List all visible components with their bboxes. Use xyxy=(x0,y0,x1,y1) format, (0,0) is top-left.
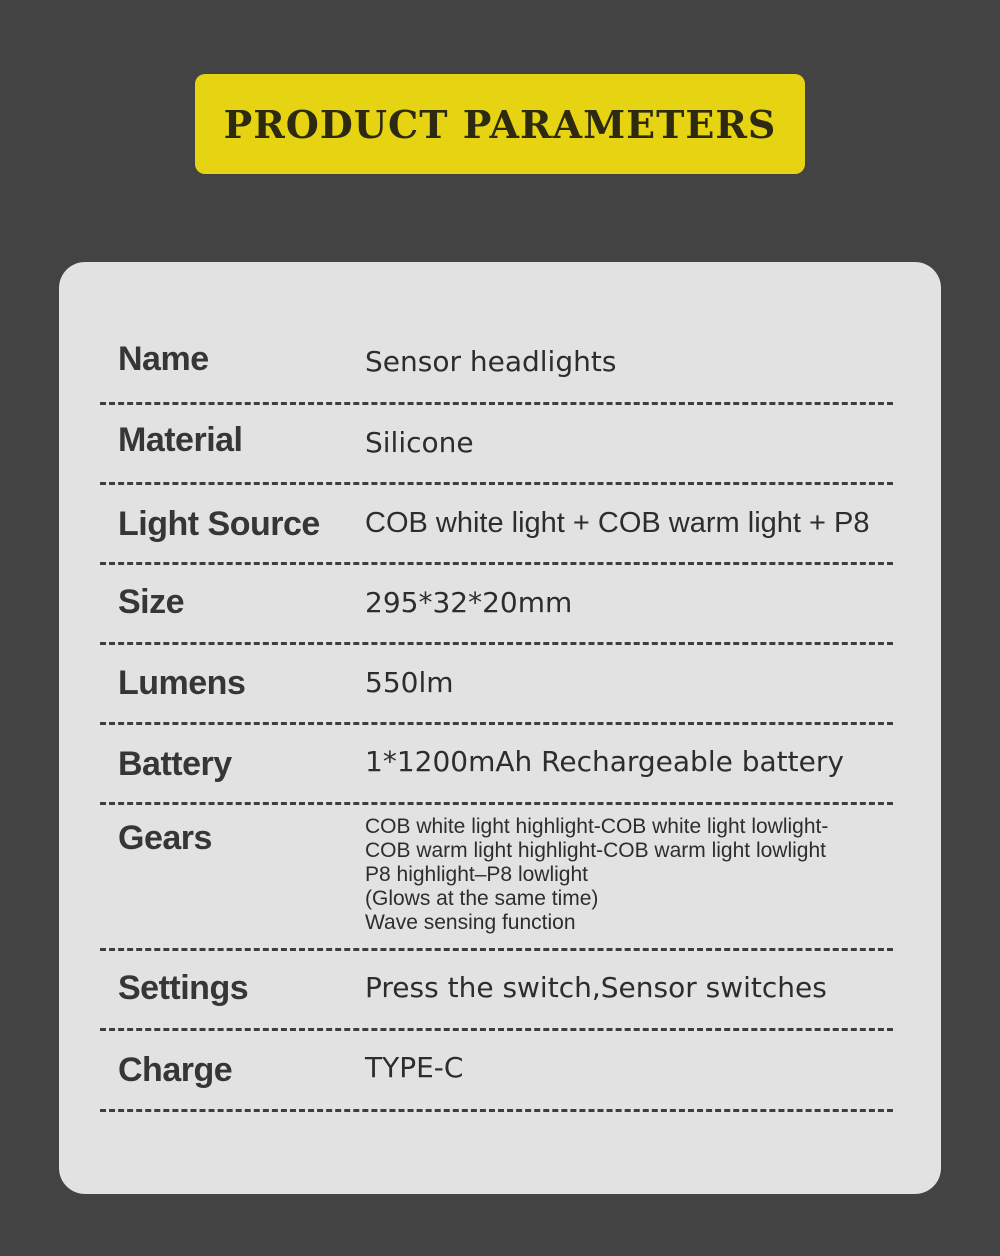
param-value: 1*1200mAh Rechargeable battery xyxy=(365,745,844,778)
param-row-size xyxy=(100,565,893,645)
param-value: Press the switch,Sensor switches xyxy=(365,971,827,1004)
param-row-gears xyxy=(100,805,893,951)
param-value-lines xyxy=(365,815,828,935)
param-label: Charge xyxy=(118,1051,233,1089)
param-value-line: COB white light highlight-COB white light lowlight- xyxy=(365,815,829,838)
param-row-lumens xyxy=(100,645,893,725)
param-label: Material xyxy=(118,421,243,459)
param-value: 550lm xyxy=(365,666,454,699)
param-row-light-source xyxy=(100,485,893,565)
param-label: Name xyxy=(118,340,209,378)
param-label: Size xyxy=(118,583,185,621)
param-value-line: P8 highlight–P8 lowlight xyxy=(365,863,588,886)
param-row-battery xyxy=(100,725,893,805)
title-banner xyxy=(195,74,805,174)
param-value-line: COB warm light highlight-COB warm light lowlight xyxy=(365,839,826,862)
param-label: Battery xyxy=(118,745,232,783)
param-value: Sensor headlights xyxy=(365,345,617,378)
param-label: Settings xyxy=(118,969,249,1007)
param-value: TYPE-C xyxy=(365,1051,464,1084)
param-label: Gears xyxy=(118,819,212,857)
param-row-settings xyxy=(100,951,893,1031)
param-row-charge xyxy=(100,1031,893,1112)
param-value: COB white light + COB warm light + P8 xyxy=(365,507,870,539)
param-value-line: Wave sensing function xyxy=(365,911,576,934)
param-label: Lumens xyxy=(118,664,246,702)
param-value: 295*32*20mm xyxy=(365,586,573,619)
param-row-name xyxy=(100,322,893,405)
param-value: Silicone xyxy=(365,426,474,459)
param-label: Light Source xyxy=(118,505,320,543)
param-value-line: (Glows at the same time) xyxy=(365,887,599,910)
page-title: PRODUCT PARAMETERS xyxy=(223,101,777,147)
param-row-material xyxy=(100,405,893,485)
